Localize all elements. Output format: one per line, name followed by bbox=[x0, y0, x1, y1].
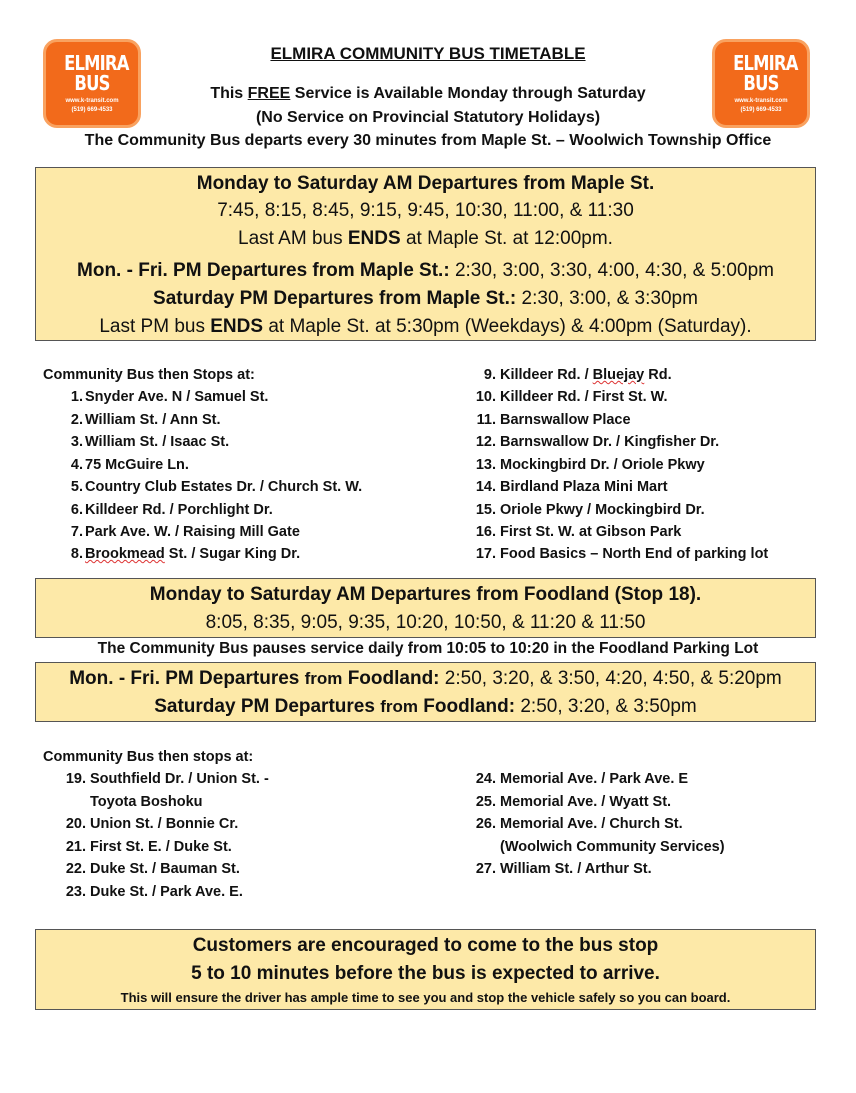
stop-name: Memorial Ave. / Wyatt St. bbox=[500, 794, 672, 810]
stop-number: 12. bbox=[475, 434, 496, 450]
logo-phone: (519) 669-4533 bbox=[740, 107, 782, 113]
maple-am-times: 7:45, 8:15, 8:45, 9:15, 9:45, 10:30, 11:00, & 11:30 bbox=[217, 200, 634, 221]
stop-name: Oriole Pkwy / Mockingbird Dr. bbox=[500, 502, 705, 518]
am-last-post: at Maple St. at 12:00pm. bbox=[400, 228, 613, 249]
stop-number: 27. bbox=[475, 861, 496, 877]
foodland-am-times: 8:05, 8:35, 9:05, 9:35, 10:20, 10:50, & 11:20 & 11:50 bbox=[205, 612, 646, 633]
stop-name-part: Brookmead bbox=[85, 546, 165, 562]
stop-name: Memorial Ave. / Park Ave. E bbox=[500, 771, 689, 787]
stop-number: 11. bbox=[476, 412, 496, 428]
pm-last-ends: ENDS bbox=[210, 316, 264, 337]
stop-number: 16. bbox=[475, 524, 496, 540]
fpm-wk-b: Foodland: bbox=[342, 668, 440, 689]
logo-url: www.k-transit.com bbox=[734, 98, 788, 104]
fpm-sat-b: Foodland: bbox=[417, 696, 516, 717]
arrival-notice-box bbox=[35, 929, 816, 1010]
notice-line-3: This will ensure the driver has ample time to see you and stop the vehicle safely so you can board. bbox=[120, 990, 731, 1005]
foodland-pm-weekday bbox=[36, 668, 815, 690]
stop-number: 17. bbox=[475, 546, 496, 562]
stop-name: Snyder Ave. N / Samuel St. bbox=[85, 389, 269, 405]
stop-name-part: Rd. bbox=[644, 367, 672, 383]
stop-name: Southfield Dr. / Union St. - bbox=[90, 771, 269, 787]
stop-number: 4. bbox=[70, 457, 83, 473]
pm-weekday-times: 2:30, 3:00, 3:30, 4:00, 4:30, & 5:00pm bbox=[449, 260, 774, 281]
stops-title-2: Community Bus then stops at: bbox=[43, 749, 254, 765]
stop-number: 10. bbox=[475, 389, 496, 405]
stop-number: 26. bbox=[475, 816, 496, 832]
stop-name: Country Club Estates Dr. / Church St. W. bbox=[85, 479, 363, 495]
maple-pm-saturday bbox=[36, 288, 815, 310]
fpm-sat-times: 2:50, 3:20, & 3:50pm bbox=[515, 696, 697, 717]
stop-number: 15. bbox=[475, 502, 496, 518]
notice-line-1: Customers are encouraged to come to the bus stop bbox=[192, 935, 659, 956]
stop-name: William St. / Ann St. bbox=[85, 412, 221, 428]
stop-number: 14. bbox=[475, 479, 496, 495]
stop-name-cont: (Woolwich Community Services) bbox=[500, 839, 725, 855]
stop-name: 75 McGuire Ln. bbox=[85, 457, 189, 473]
page-title: ELMIRA COMMUNITY BUS TIMETABLE bbox=[270, 44, 586, 63]
stop-number: 20. bbox=[65, 816, 86, 832]
pm-last-pre: Last PM bus bbox=[99, 316, 211, 337]
stop-name-part: St. / Sugar King Dr. bbox=[164, 546, 301, 562]
logo-word-elmira: ELMIRA bbox=[64, 51, 129, 75]
logo-phone: (519) 669-4533 bbox=[71, 107, 113, 113]
stop-name: Killdeer Rd. / Porchlight Dr. bbox=[85, 502, 273, 518]
stop-number: 7. bbox=[70, 524, 83, 540]
stop-number: 19. bbox=[65, 771, 86, 787]
free-word: FREE bbox=[247, 85, 291, 102]
holiday-notice: (No Service on Provincial Statutory Holidays) bbox=[255, 109, 601, 126]
maple-pm-weekday bbox=[36, 260, 815, 282]
fpm-wk-from: from bbox=[304, 669, 343, 688]
stop-name: Birdland Plaza Mini Mart bbox=[500, 479, 668, 495]
logo-word-bus: BUS bbox=[743, 71, 779, 95]
stop-name: Memorial Ave. / Church St. bbox=[500, 816, 683, 832]
fpm-wk-a: Mon. - Fri. PM Departures bbox=[69, 668, 305, 689]
stop-number: 21. bbox=[65, 839, 86, 855]
free-service-line bbox=[0, 85, 856, 103]
stop-name-part: Bluejay bbox=[592, 367, 645, 383]
stop-name: Food Basics – North End of parking lot bbox=[500, 546, 769, 562]
am-last-ends: ENDS bbox=[347, 228, 401, 249]
maple-pm-last bbox=[36, 316, 815, 338]
stop-number: 2. bbox=[70, 412, 83, 428]
stop-name bbox=[85, 546, 300, 562]
pause-notice: The Community Bus pauses service daily from 10:05 to 10:20 in the Foodland Parking Lot bbox=[97, 640, 759, 657]
stops-title-1: Community Bus then Stops at: bbox=[43, 367, 255, 383]
stop-name: Union St. / Bonnie Cr. bbox=[90, 816, 239, 832]
stop-name: First St. E. / Duke St. bbox=[90, 839, 232, 855]
foodland-pm-box bbox=[35, 662, 816, 722]
stop-number: 25. bbox=[475, 794, 496, 810]
fpm-wk-times: 2:50, 3:20, & 3:50, 4:20, 4:50, & 5:20pm bbox=[439, 668, 782, 689]
stop-name: Barnswallow Dr. / Kingfisher Dr. bbox=[500, 434, 720, 450]
stop-name-part: Killdeer Rd. / bbox=[500, 367, 593, 383]
stop-number: 1. bbox=[70, 389, 83, 405]
notice-line-2: 5 to 10 minutes before the bus is expected to arrive. bbox=[191, 963, 660, 984]
departure-frequency: The Community Bus departs every 30 minutes from Maple St. – Woolwich Township Office bbox=[84, 132, 772, 149]
stop-name-cont: Toyota Boshoku bbox=[90, 794, 203, 810]
stop-number: 6. bbox=[70, 502, 83, 518]
am-last-pre: Last AM bus bbox=[238, 228, 348, 249]
stop-name: William St. / Isaac St. bbox=[85, 434, 230, 450]
stop-name: Killdeer Rd. / First St. W. bbox=[500, 389, 668, 405]
maple-am-last bbox=[36, 228, 815, 250]
stop-name: Mockingbird Dr. / Oriole Pkwy bbox=[500, 457, 705, 473]
logo-word-bus: BUS bbox=[74, 71, 110, 95]
stop-number: 22. bbox=[65, 861, 86, 877]
free-pre: This bbox=[210, 85, 248, 102]
logo-url: www.k-transit.com bbox=[65, 98, 119, 104]
stop-name: Duke St. / Bauman St. bbox=[90, 861, 240, 877]
stop-name: Duke St. / Park Ave. E. bbox=[90, 884, 243, 900]
stop-number: 9. bbox=[483, 367, 496, 383]
stop-number: 13. bbox=[475, 457, 496, 473]
foodland-pm-saturday bbox=[36, 696, 815, 718]
stop-number: 24. bbox=[475, 771, 496, 787]
stop-number: 5. bbox=[70, 479, 83, 495]
stop-number: 23. bbox=[65, 884, 86, 900]
pm-weekday-heading: Mon. - Fri. PM Departures from Maple St.: bbox=[77, 260, 450, 281]
pm-saturday-times: 2:30, 3:00, & 3:30pm bbox=[516, 288, 698, 309]
stop-name: Barnswallow Place bbox=[500, 412, 631, 428]
stop-name: William St. / Arthur St. bbox=[500, 861, 652, 877]
stop-name: First St. W. at Gibson Park bbox=[500, 524, 682, 540]
free-post: Service is Available Monday through Saturday bbox=[290, 85, 646, 102]
pm-saturday-heading: Saturday PM Departures from Maple St.: bbox=[153, 288, 517, 309]
stop-number: 8. bbox=[70, 546, 83, 562]
fpm-sat-a: Saturday PM Departures bbox=[154, 696, 381, 717]
maple-departures-box bbox=[35, 167, 816, 341]
stop-name: Park Ave. W. / Raising Mill Gate bbox=[85, 524, 300, 540]
fpm-sat-from: from bbox=[380, 697, 418, 716]
stop-number: 3. bbox=[70, 434, 83, 450]
stop-name bbox=[500, 367, 672, 383]
logo-word-elmira: ELMIRA bbox=[733, 51, 798, 75]
foodland-am-box bbox=[35, 578, 816, 638]
foodland-am-heading: Monday to Saturday AM Departures from Foodland (Stop 18). bbox=[149, 584, 702, 605]
maple-am-heading: Monday to Saturday AM Departures from Maple St. bbox=[196, 173, 655, 194]
pm-last-post: at Maple St. at 5:30pm (Weekdays) & 4:00pm (Saturday). bbox=[263, 316, 752, 337]
